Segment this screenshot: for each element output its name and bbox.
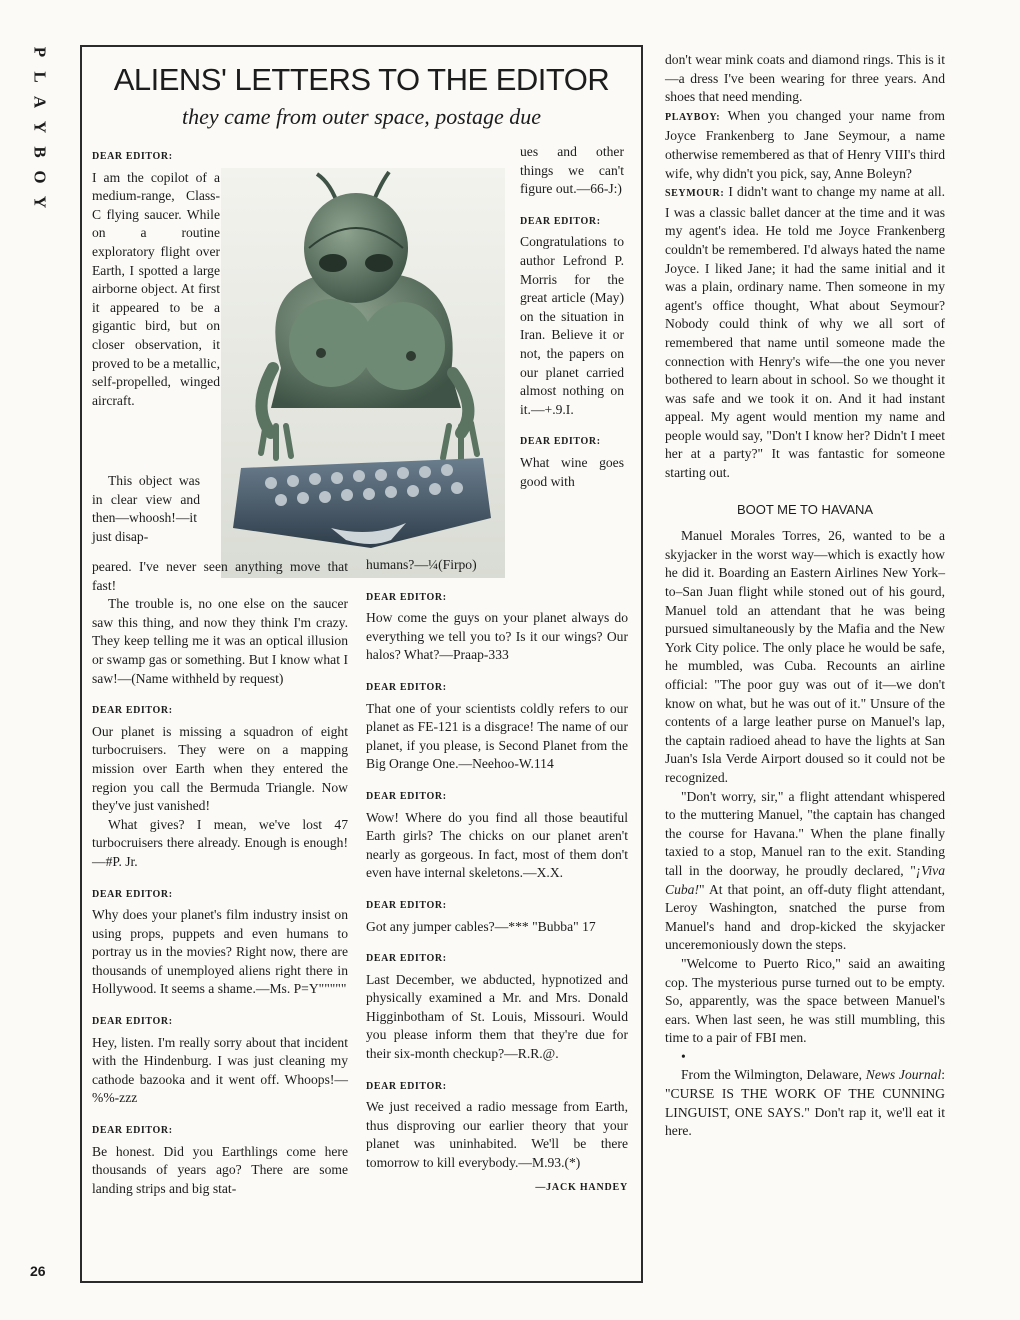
letter-label: DEAR EDITOR: — [366, 790, 447, 802]
havana-text-part: " At that point, an off-duty flight attendant, Leroy Washington, snatched the purse from Manuel's hand and drop-kicked the skyjacker unceremoniously down the steps. — [665, 881, 945, 953]
letter-12-text: Last December, we abducted, hypnotized and physically examined a Mr. and Mrs. Donald Higginbotham of St. Louis, Missouri. Would you please inform them that they're due for their six-month checkup?—R.R.@. — [366, 971, 628, 1062]
speaker-label: PLAYBOY: — [665, 111, 721, 123]
interview-answer — [665, 183, 945, 483]
news-quote — [665, 1066, 945, 1140]
letter-1-mid — [92, 472, 200, 546]
letter-10-text: Wow! Where do you find all those beautiful Earth girls? The chicks on our planet aren't nearly as gorgeous. In fact, most of them don't even have internal skeletons.—X.X. — [366, 809, 628, 881]
masthead-letter: B — [30, 146, 50, 159]
letter-label: DEAR EDITOR: — [366, 953, 447, 965]
news-quote-source: News Journal — [865, 1067, 942, 1083]
masthead-letter: Y — [30, 195, 50, 210]
page-number: 26 — [30, 1263, 46, 1279]
letter-13-text: We just received a radio message from Earth, thus disproving our earlier theory that your planet was uninhabited. We'll be there tomorrow to kill everybody.—M.93.(*) — [366, 1099, 628, 1171]
letter-5-text: ues and other things we can't figure out.—66-J:) — [520, 144, 624, 197]
havana-text — [665, 788, 945, 955]
letter-1-text: peared. I've never seen anything move that fast! — [92, 559, 348, 593]
havana-text-part: "Don't worry, sir," a flight attendant whispered to the muttering Manuel, "the captain has changed the course for Havana." When the plane finally taxied to a stop, Manuel ran to the exit. Standing tall in the doorway, he proudly declared, " — [665, 788, 945, 878]
speaker-label: SEYMOUR: — [665, 188, 725, 200]
masthead-letter: O — [30, 170, 50, 185]
letters-column-2 — [366, 556, 628, 1197]
answer-text: I didn't want to change my name at all. I was a classic ballet dancer at the time and it was my agent's idea. He told me Joyce Frankenberg couldn't be remembered. I'd always hated the name Joyce. I liked Jane; it had the same initial and it was a plain, ordinary name. Then someone in my agent's office thought, What about Seymour? Nobody could think of why we all sort of remembered that name until someone made the connection with Henry's wife—the one you never bothered to learn about in school. So we thought it was safe and we took it on. And it had instant appeal. My agent would mention my name and people would say, "Don't I know her? Didn't I meet her at a party?" It was fantastic for someone starting out. — [665, 184, 946, 481]
letter-4-text: Hey, listen. I'm really sorry about that incident with the Hindenburg. I was just cleaning my cathode bazooka and it went off. Whoops!—%%-zzz — [92, 1034, 348, 1106]
letter-label: DEAR EDITOR: — [92, 151, 173, 162]
letter-label: DEAR EDITOR: — [92, 1125, 173, 1137]
article-title: ALIENS' LETTERS TO THE EDITOR — [113, 62, 610, 97]
letter-11-text: Got any jumper cables?—*** "Bubba" 17 — [366, 918, 596, 934]
letter-label: DEAR EDITOR: — [92, 888, 173, 900]
letter-1-top — [92, 148, 220, 410]
news-quote-part: From the Wilmington, Delaware, — [681, 1067, 866, 1083]
interview-question — [665, 107, 945, 183]
letter-2-text: Our planet is missing a squadron of eight turbocruisers. They were on a mapping mission over Earth when they entered the region you call the Bermuda Triangle. Now they've just vanished! — [92, 723, 348, 814]
masthead-letter: A — [30, 95, 50, 110]
article-deck: they came from outer space, postage due — [181, 104, 542, 129]
section-heading: BOOT ME TO HAVANA — [736, 501, 874, 517]
letter-label: DEAR EDITOR: — [92, 705, 173, 717]
masthead — [22, 40, 52, 215]
letter-1-text: I am the copilot of a medium-range, Class-C flying saucer. While on a routine exploratory flight over Earth, I spotted a large airborne object. At first it appeared to be a gigantic bird, but on closer observation, it proved to be a metallic, self-propelled, winged aircraft. — [92, 169, 220, 408]
masthead-letter: L — [30, 71, 50, 84]
byline: —JACK HANDEY — [535, 1181, 628, 1193]
letter-7-text: What wine goes good with — [520, 454, 624, 489]
letter-label: DEAR EDITOR: — [92, 1016, 173, 1028]
question-text: When you changed your name from Joyce Frankenberg to Jane Seymour, a name otherwise remembered as that of Henry VIII's third wife, why didn't you pick, say, Anne Boleyn? — [665, 107, 945, 181]
letter-7-text: humans?—¼(Firpo) — [366, 557, 477, 572]
news-quote-part: : "CURSE IS THE WORK OF THE CUNNING LINGUIST, ONE SAYS." Don't rap it, we'll eat it here. — [665, 1067, 946, 1139]
alien-illustration — [221, 168, 505, 578]
letters-column-1 — [92, 558, 348, 1198]
letter-label: DEAR EDITOR: — [520, 436, 601, 448]
letter-label: DEAR EDITOR: — [366, 899, 447, 911]
letter-2-text: What gives? I mean, we've lost 47 turbocruisers there already. Enough is enough!—#P. Jr. — [92, 816, 348, 869]
letter-3-text: Why does your planet's film industry insist on using props, puppets and even humans to portray us in the movies? Right now, there are thousands of unemployed aliens right there in Hollywood. It seems a shame.—Ms. P=Y""""" — [92, 907, 348, 997]
section-bullet: • — [681, 1048, 686, 1064]
interview-text: don't wear mink coats and diamond rings. This is it—a dress I've been wearing for three years. And shoes that need mending. — [665, 52, 945, 105]
letter-5-text: Be honest. Did you Earthlings come here thousands of years ago? There are some landing strips and big stat- — [92, 1143, 348, 1196]
letter-label: DEAR EDITOR: — [366, 1080, 447, 1092]
letter-8-text: How come the guys on your planet always do everything we tell you to? Is it our wings? Our halos? What?—Praap-333 — [366, 610, 628, 663]
letter-label: DEAR EDITOR: — [366, 681, 447, 693]
letter-6-text: Congratulations to author Lefrond P. Morris for the great article (May) on the situation in Iran. Believe it or not, the papers on our planet carried almost nothing on it.—+.9.I. — [520, 234, 624, 417]
masthead-letter: Y — [30, 120, 50, 135]
letter-1-text: The trouble is, no one else on the saucer saw this thing, and now they think I'm crazy. They keep telling me it was an optical illusion or swamp gas or something. But I know what I saw!—(Name withheld by request) — [92, 596, 348, 686]
right-column — [665, 51, 945, 1141]
letters-column-2-top — [520, 143, 624, 491]
masthead-letter: P — [30, 46, 50, 59]
letter-label: DEAR EDITOR: — [520, 215, 601, 227]
letter-1-text: This object was in clear view and then—whoosh!—it just disap- — [92, 473, 200, 544]
havana-text: Manuel Morales Torres, 26, wanted to be a skyjacker in the worst way—which is exactly how he did it. Boarding an Eastern Airlines New York–to–San Juan flight while stoned out of his gourd, Manuel told an attendant that he was being pursued simultaneously by the Mafia and the New York City police. The only place he would be safe, he mumbled, was Cuba. Recounts an airline official: "The poor guy was out of it—we don't know on what, but he was out of it." Unsure of the contents of a large leather purse on Manuel's lap, the captain radioed ahead to have the lights at San Juan's Isla Verde Airport doused so it could not be recognized. — [665, 528, 945, 785]
letter-label: DEAR EDITOR: — [366, 591, 447, 603]
havana-text: "Welcome to Puerto Rico," said an awaiting cop. The mysterious purse turned out to be empty. So, apparently, was the space between Manuel's ears. When last seen, he was still mumbling, this time to a pair of FBI men. — [665, 955, 945, 1046]
havana-text-emphasis: ¡Viva Cuba! — [665, 862, 945, 897]
letter-9-text: That one of your scientists coldly refers to our planet as FE-121 is a disgrace! The name of our planet, if you please, is Second Planet from the Big Orange One.—Neehoo-W.114 — [366, 700, 628, 772]
